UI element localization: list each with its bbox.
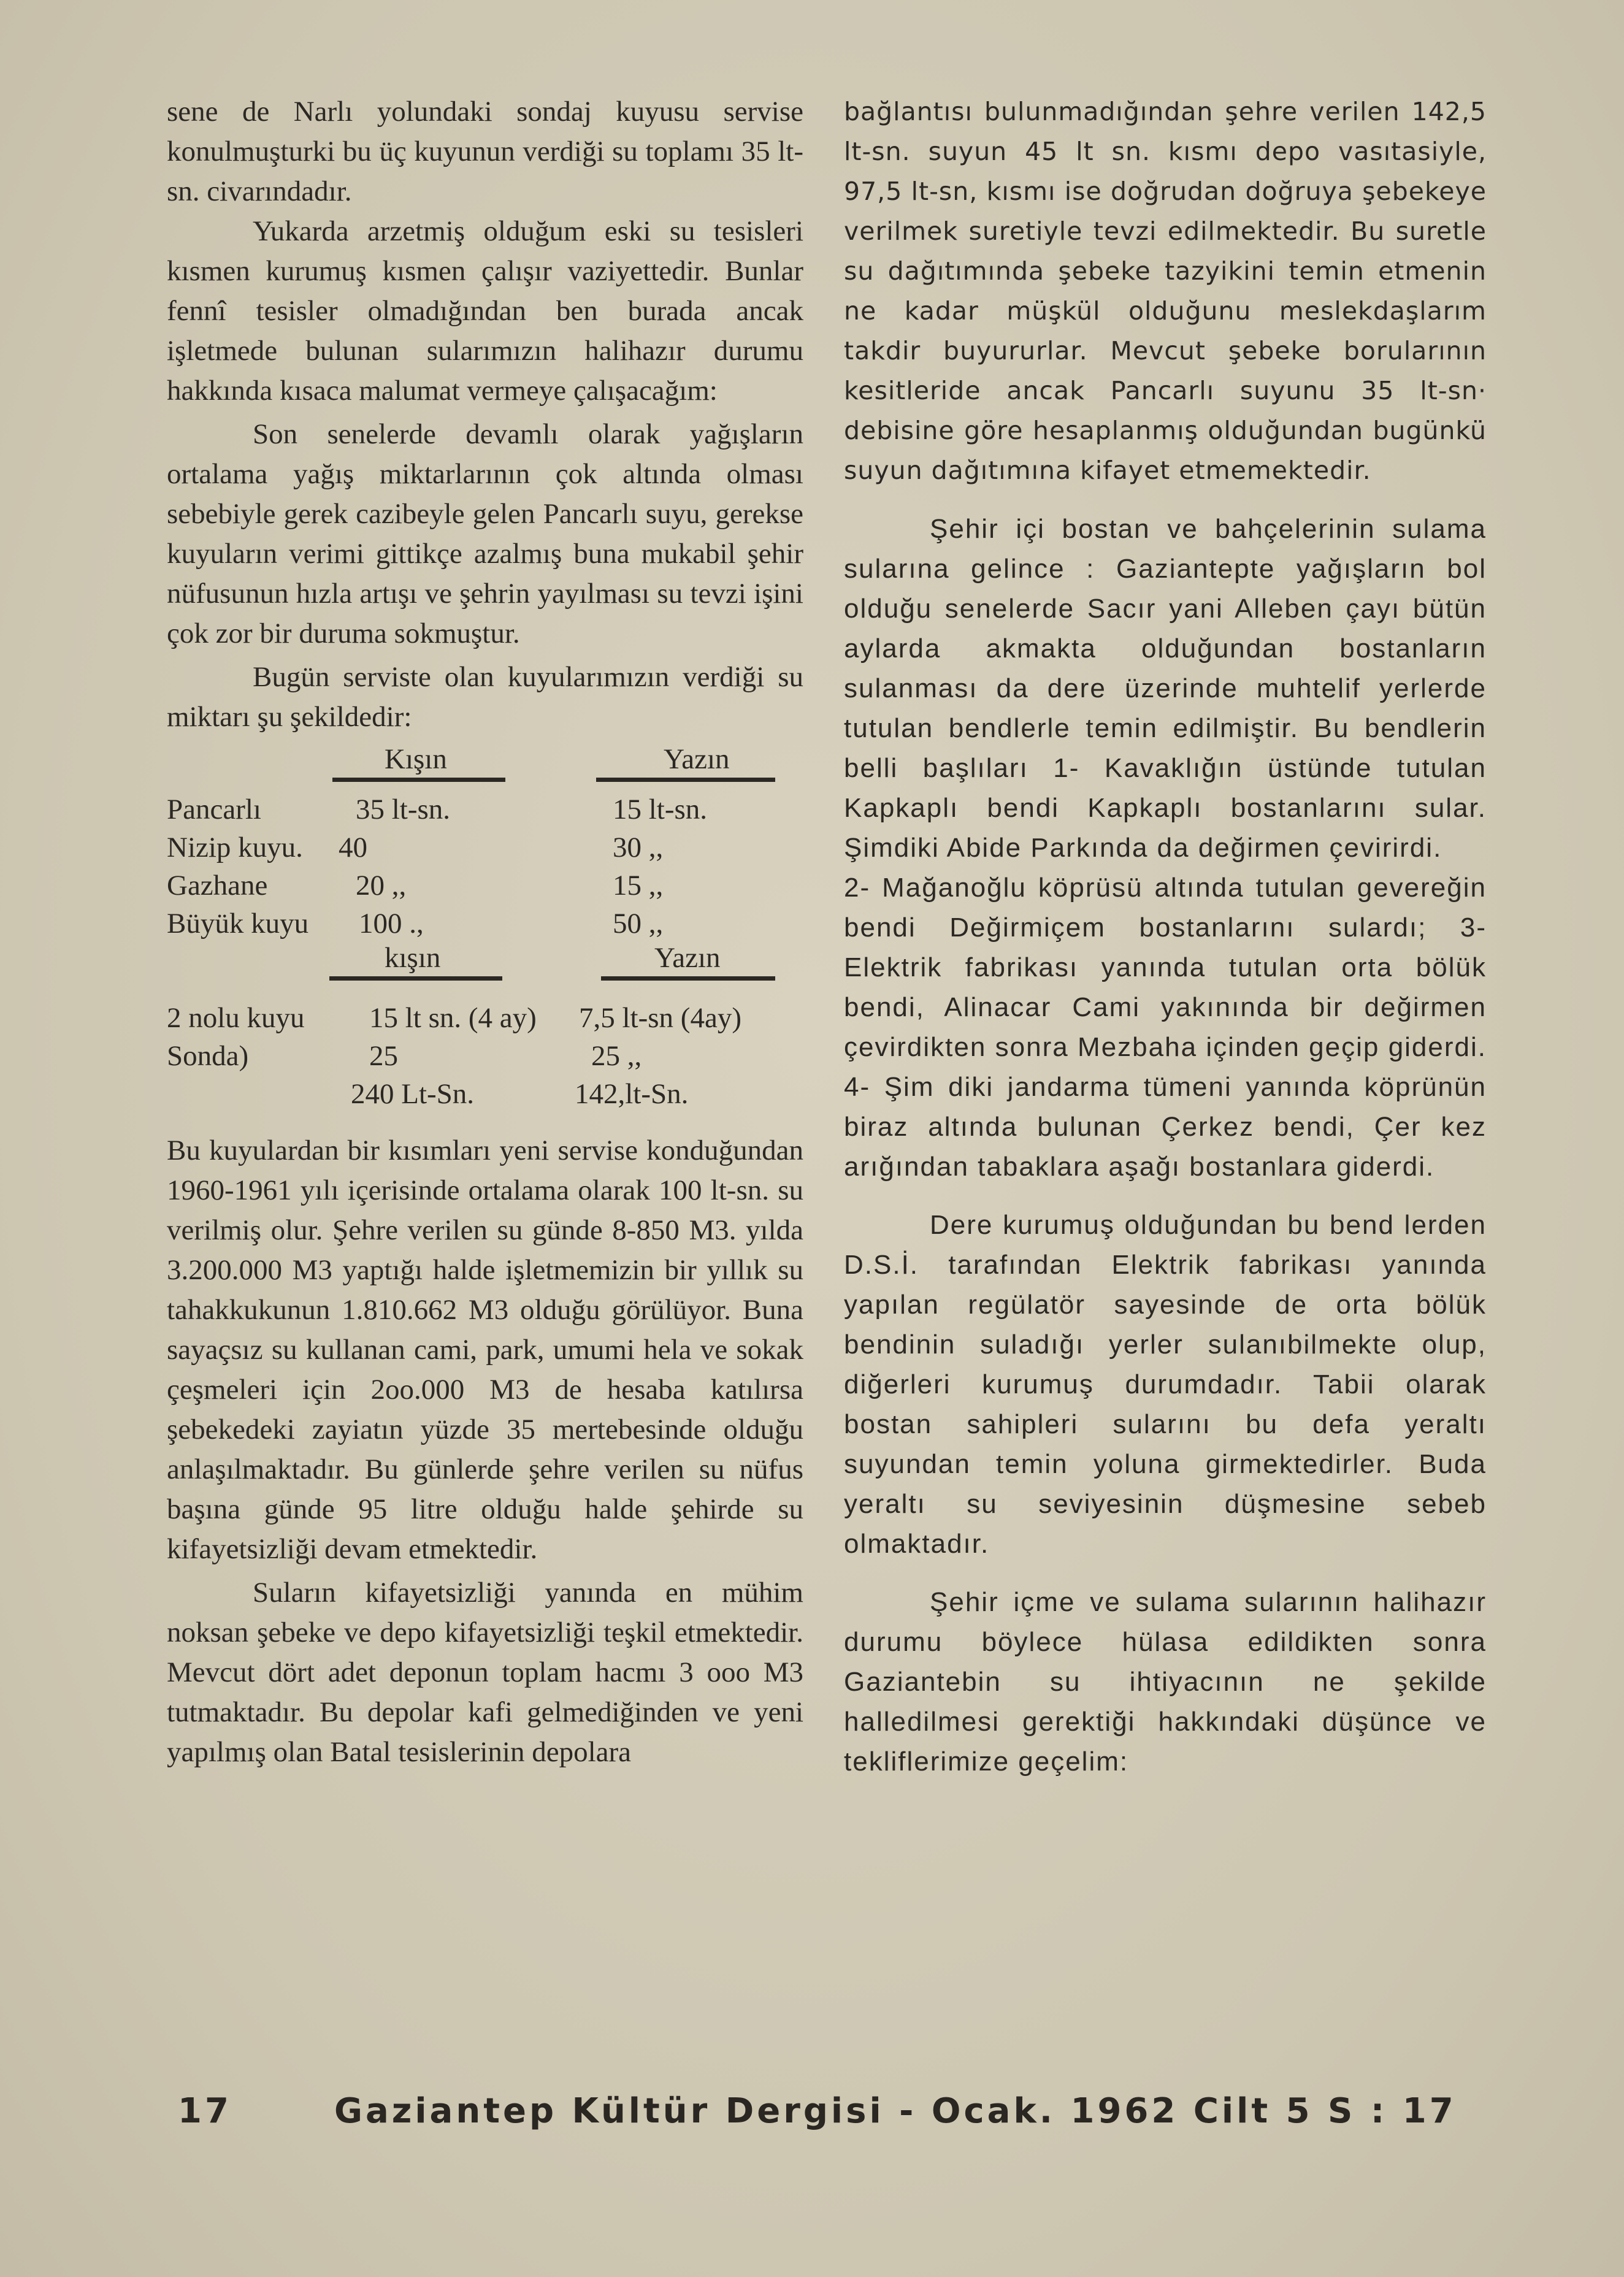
header-rules bbox=[167, 976, 803, 998]
paragraph: bağlantısı bulunmadığından şehre verilen 142,5 lt-sn. suyun 45 lt sn. kısmı depo vasıtasiyle, 97,5 lt-sn, kısmı ise doğrudan doğruya şebekeye verilmek suretiyle tevzi edilmektedir. Bu suretle su dağıtımında şebeke tazyikini temin etmenin ne kadar müşkül olduğunu meslekdaşlarım takdir buyururlar. Mevcut şebeke borularının kesitleride ancak Pancarlı suyunu 35 lt-sn· debisine göre hesaplanmış olduğundan bugünkü suyun dağıtımına kifayet etmemektedir. bbox=[844, 97, 1487, 485]
paragraph: 2- Mağanoğlu köprüsü altında tutulan gevereğin bendi Değirmiçem bostanlarını sulardı; 3- Elektrik fabrikası yanında tutulan orta bölük bendi, Alinacar Cami yakınında bir değirmen çevirdikten sonra Mezbaha içinden geçip giderdi. 4- Şim diki jandarma tümeni yanında köprünün biraz altında bulunan Çerkez bendi, Çer kez arığından tabaklara aşağı bostanlara giderdi. bbox=[844, 873, 1487, 1182]
cell-winter: 100 ., bbox=[359, 908, 424, 940]
table-row bbox=[167, 1036, 803, 1074]
table-row bbox=[167, 904, 803, 942]
cell-summer: 25 ,, bbox=[591, 1040, 642, 1072]
right-column bbox=[844, 92, 1487, 1781]
paragraph: Bugün serviste olan kuyularımızın verdiği su miktarı şu şekildedir: bbox=[167, 661, 803, 733]
cell-winter: 35 lt-sn. bbox=[356, 794, 451, 825]
cell-name: Pancarlı bbox=[167, 794, 261, 825]
cell-name: Gazhane bbox=[167, 870, 268, 901]
footer-title: Gaziantep Kültür Dergisi - Ocak. 1962 Cilt 5 S : 17 bbox=[334, 2091, 1457, 2131]
cell-summer: 15 ,, bbox=[613, 870, 664, 901]
table-row bbox=[167, 790, 803, 828]
header-rules bbox=[167, 778, 803, 790]
table-total-row bbox=[167, 1074, 803, 1112]
header-rule bbox=[596, 778, 775, 782]
table-row bbox=[167, 828, 803, 866]
header-rule bbox=[601, 976, 775, 981]
cell-winter: 40 bbox=[339, 832, 367, 863]
table-header bbox=[167, 740, 803, 778]
cell-summer: 15 lt-sn. bbox=[613, 794, 708, 825]
cell-winter: 15 lt sn. (4 ay) bbox=[369, 1002, 537, 1034]
cell-name: Nizip kuyu. bbox=[167, 832, 303, 863]
water-yield-table bbox=[167, 740, 803, 1112]
column-header-summer: Yazın bbox=[664, 743, 730, 775]
column-header-winter: Kışın bbox=[385, 743, 447, 775]
paragraph: Şehir içi bostan ve bahçelerinin sulama sularına gelince : Gaziantepte yağışların bol olduğu senelerde Sacır yani Alleben çayı bütün aylarda akmakta olduğundan bostanların sulanması da dere üzerinde muhtelif yerlerde tutulan bendlerle temin edilmiştir. Bu bendlerin belli başlıları 1- Kavaklığın üstünde tutulan Kapkaplı bendi Kapkaplı bostanlarını sular. Şimdiki Abide Parkında da değirmen çevirirdi. bbox=[844, 514, 1487, 863]
paragraph: Bu kuyulardan bir kısımları yeni servise konduğundan 1960-1961 yılı içerisinde ortalama olarak 100 lt-sn. su verilmiş olur. Şehre verilen su günde 8-850 M3. yılda 3.200.000 M3 yaptığı halde işletmemizin bir yıllık su tahakkukunun 1.810.662 M3 olduğu görülüyor. Buna sayaçsız su kullanan cami, park, umumi hela ve sokak çeşmeleri için 2oo.000 M3 de hesaba katılırsa şebekedeki zayiatın yüzde 35 mertebesinde olduğu anlaşılmaktadır. Bu günlerde şehre verilen su nüfus başına günde 95 litre olduğu halde şehirde su kifayetsizliği devam etmektedir. bbox=[167, 1135, 803, 1565]
cell-winter: 25 bbox=[369, 1040, 398, 1072]
total-summer: 142,lt-Sn. bbox=[575, 1078, 689, 1110]
paragraph: sene de Narlı yolundaki sondaj kuyusu servise konulmuşturki bu üç kuyunun verdiği su toplamı 35 lt-sn. civarındadır. bbox=[167, 96, 803, 207]
column-header-summer: Yazın bbox=[654, 942, 721, 974]
table-row bbox=[167, 866, 803, 904]
total-winter: 240 Lt-Sn. bbox=[351, 1078, 475, 1110]
cell-summer: 50 ,, bbox=[613, 908, 664, 940]
paragraph: Yukarda arzetmiş olduğum eski su tesisleri kısmen kurumuş kısmen çalışır vaziyettedir. Bunlar fennî tesisler olmadığından ben burada ancak işletmede bulunan sularımızın halihazır durumu hakkında kısaca malumat vermeye çalışacağım: bbox=[167, 215, 803, 407]
header-rule bbox=[332, 778, 505, 782]
table-row bbox=[167, 998, 803, 1036]
header-rule bbox=[329, 976, 502, 981]
column-header-winter: kışın bbox=[385, 942, 441, 974]
left-column bbox=[167, 92, 803, 1772]
paragraph: Dere kurumuş olduğundan bu bend lerden D.S.İ. tarafından Elektrik fabrikası yanında yapılan regülatör sayesinde de orta bölük bendinin suladığı yerler sulanıbilmekte olup, diğerleri kurumuş durumdadır. Tabii olarak bostan sahipleri sularını bu defa yeraltı suyundan temin yoluna girmektedirler. Buda yeraltı su seviyesinin düşmesine sebeb olmaktadır. bbox=[844, 1210, 1487, 1559]
cell-summer: 30 ,, bbox=[613, 832, 664, 863]
paragraph: Şehir içme ve sulama sularının halihazır durumu böylece hülasa edildikten sonra Gaziantebin su ihtiyacının ne şekilde halledilmesi gerektiği hakkındaki düşünce ve tekliflerimize geçelim: bbox=[844, 1587, 1487, 1777]
cell-winter: 20 ,, bbox=[356, 870, 407, 901]
page-number: 17 bbox=[178, 2091, 232, 2131]
paragraph: Suların kifayetsizliği yanında en mühim noksan şebeke ve depo kifayetsizliği teşkil etmektedir. Mevcut dört adet deponun toplam hacmı 3 ooo M3 tutmaktadır. Bu depolar kafi gelmediğinden ve yeni yapılmış olan Batal tesislerinin depolara bbox=[167, 1577, 803, 1768]
cell-summer: 7,5 lt-sn (4ay) bbox=[579, 1002, 741, 1034]
cell-name: Büyük kuyu bbox=[167, 908, 309, 940]
cell-name: Sonda) bbox=[167, 1040, 249, 1072]
table-header bbox=[167, 938, 803, 976]
cell-name: 2 nolu kuyu bbox=[167, 1002, 305, 1034]
paragraph: Son senelerde devamlı olarak yağışların ortalama yağış miktarlarının çok altında olması sebebiyle gerek cazibeyle gelen Pancarlı suyu, gerekse kuyuların verimi gittikçe azalmış buna mukabil şehir nüfusunun hızla artışı ve şehrin yayılması su tevzi işini çok zor bir duruma sokmuştur. bbox=[167, 418, 803, 649]
